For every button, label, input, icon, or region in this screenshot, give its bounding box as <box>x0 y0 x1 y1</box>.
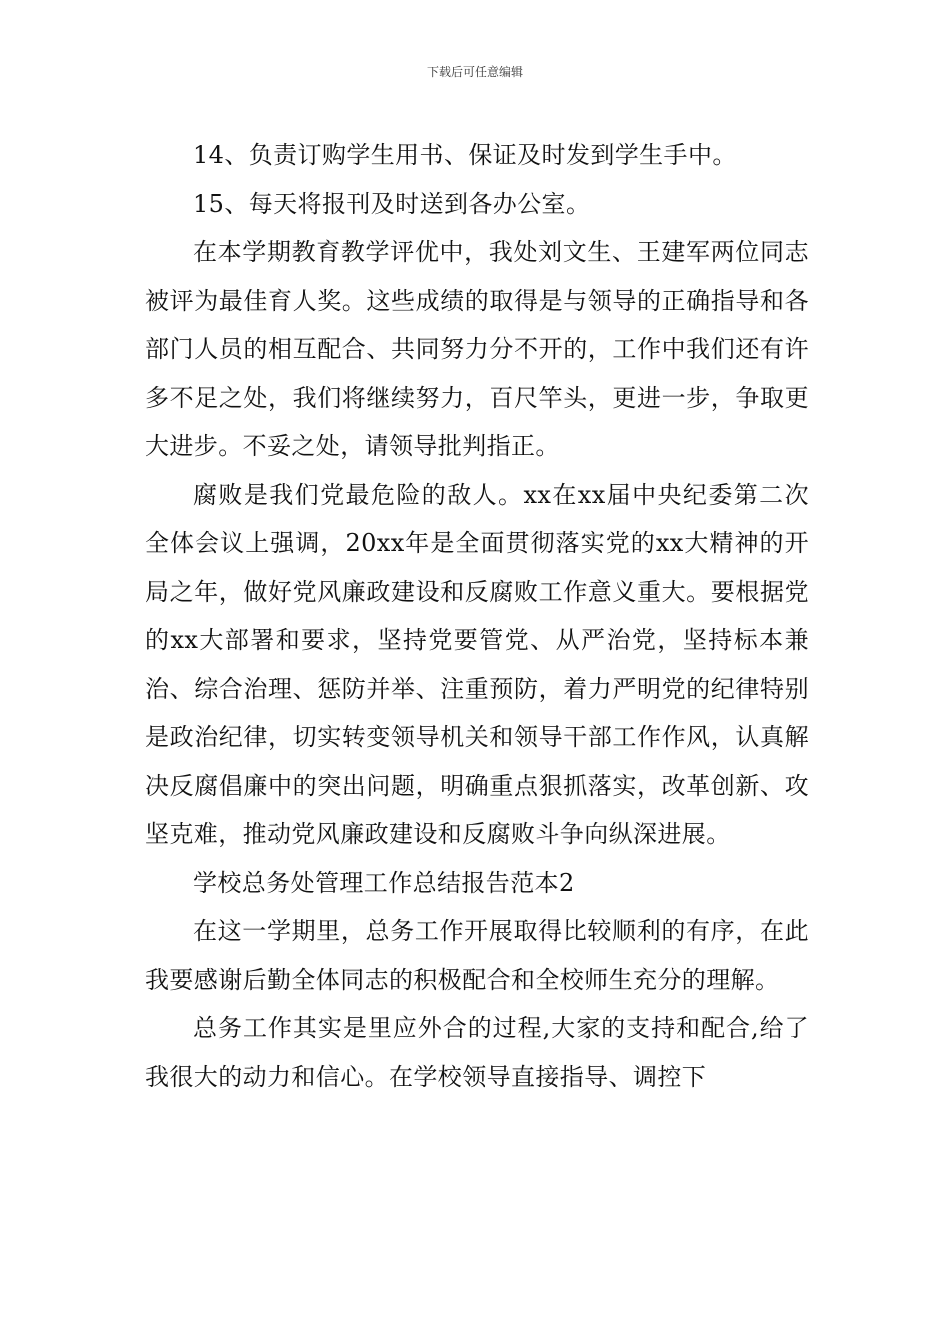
paragraph-awards: 在本学期教育教学评优中，我处刘文生、王建军两位同志被评为最佳育人奖。这些成绩的取得是与领导的正确指导和各部门人员的相互配合、共同努力分不开的，工作中我们还有许多不足之处，我们将继续努力，百尺竿头，更进一步，争取更大进步。不妥之处，请领导批判指正。 <box>145 238 809 460</box>
paragraph-general-affairs: 总务工作其实是里应外合的过程,大家的支持和配合,给了我很大的动力和信心。在学校领导直接指导、调控下 <box>145 1014 809 1091</box>
section-title: 学校总务处管理工作总结报告范本2 <box>193 868 575 897</box>
paragraph-semester-intro: 在这一学期里，总务工作开展取得比较顺利的有序，在此我要感谢后勤全体同志的积极配合和全校师生充分的理解。 <box>145 917 809 994</box>
paragraph-item-15: 15、每天将报刊及时送到各办公室。 <box>193 189 591 218</box>
paragraph-anti-corruption: 腐败是我们党最危险的敌人。xx在xx届中央纪委第二次全体会议上强调，20xx年是全面贯彻落实党的xx大精神的开局之年，做好党风廉政建设和反腐败工作意义重大。要根据党的xx大部署和要求，坚持党要管党、从严治党，坚持标本兼治、综合治理、惩防并举、注重预防，着力严明党的纪律特别是政治纪律，切实转变领导机关和领导干部工作作风，认真解决反腐倡廉中的突出问题，明确重点狠抓落实，改革创新、攻坚克难，推动党风廉政建设和反腐败斗争向纵深进展。 <box>145 480 809 848</box>
paragraph-item-14: 14、负责订购学生用书、保证及时发到学生手中。 <box>193 141 737 169</box>
page-header: 下载后可任意编辑 <box>426 65 523 79</box>
document-body <box>145 131 809 1101</box>
